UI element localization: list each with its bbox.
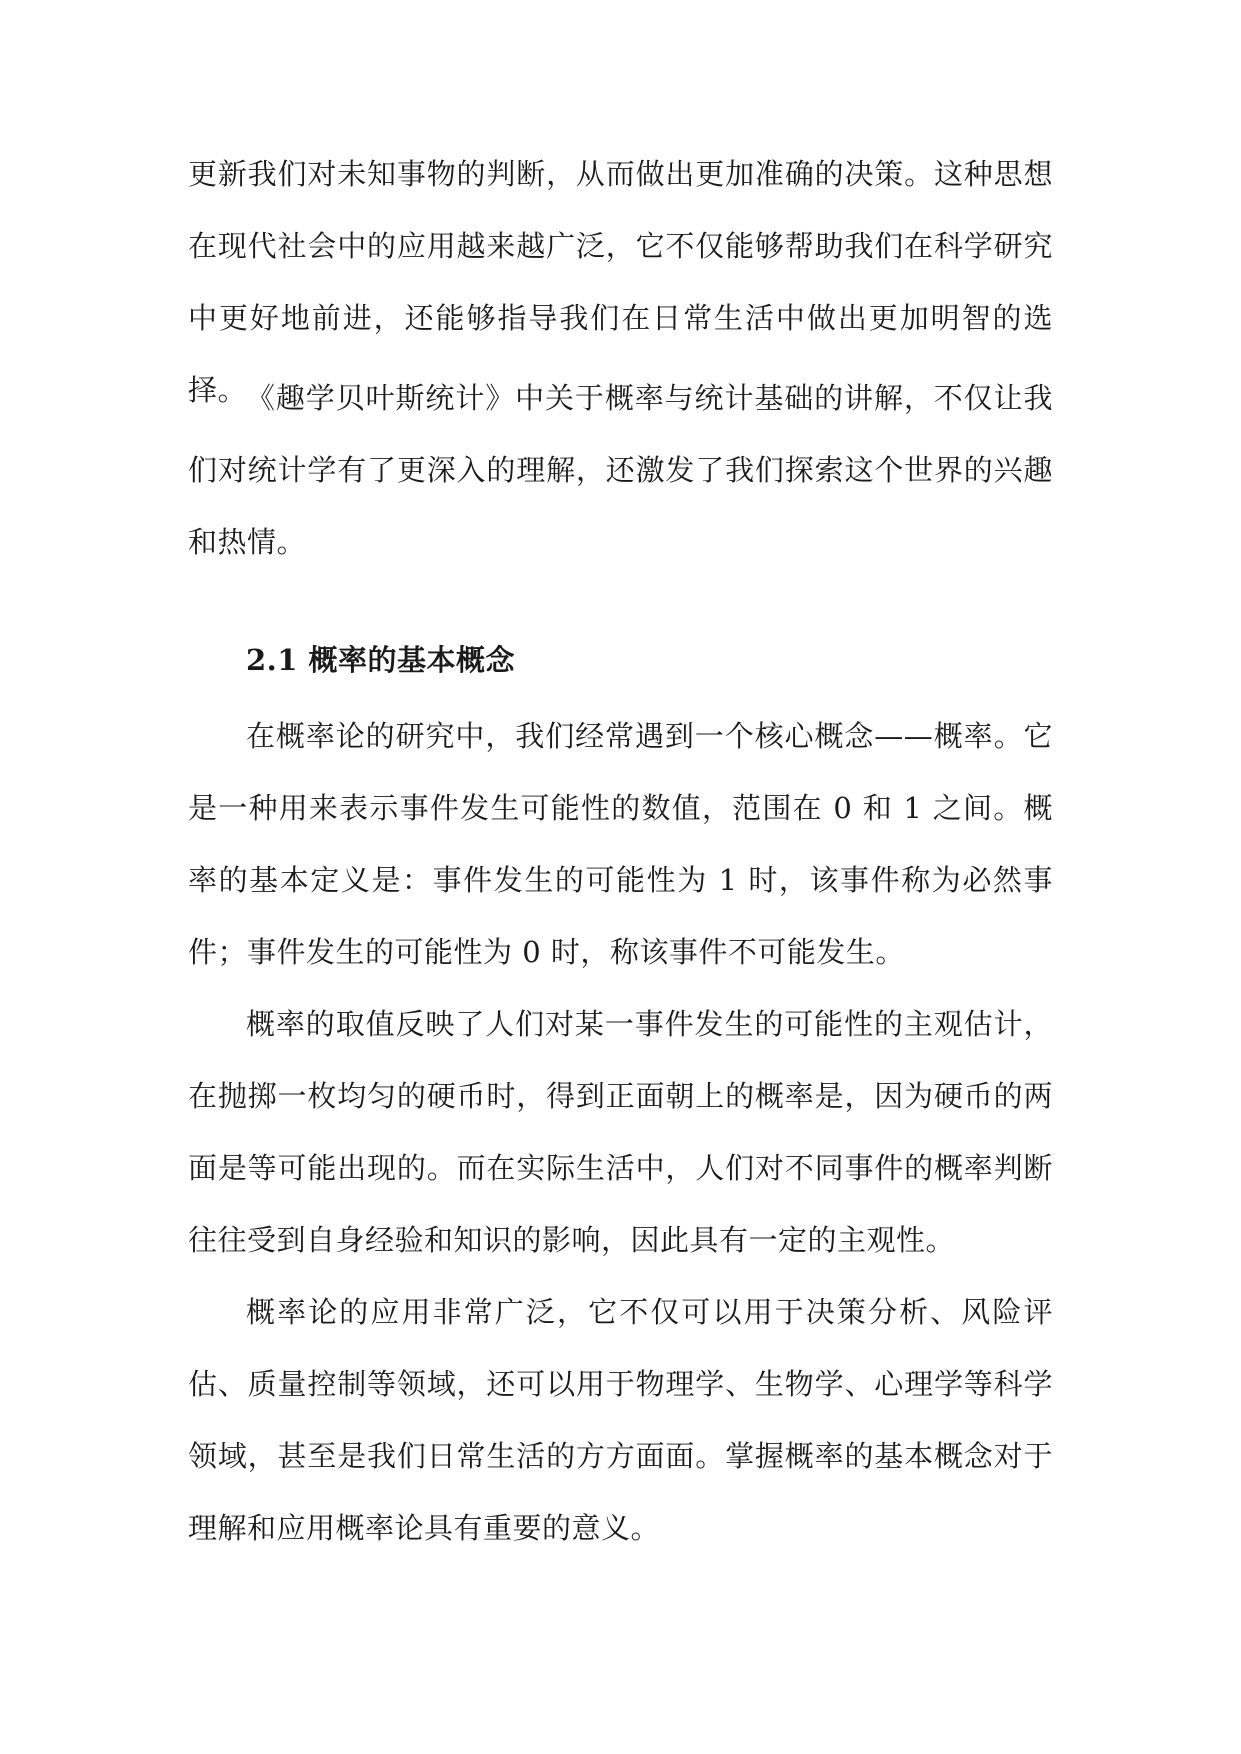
section-heading: 2.1 概率的基本概念	[246, 643, 516, 677]
paragraph-probability-definition: 在概率论的研究中，我们经常遇到一个核心概念——概率。它是一种用来表示事件发生可能性的数值，范围在 0 和 1 之间。概率的基本定义是：事件发生的可能性为 1 时，该事件称为必然事件；事件发生的可能性为 0 时，称该事件不可能发生。	[188, 719, 1053, 969]
text-block-section-body	[188, 700, 1053, 1564]
text-block-book-summary	[188, 362, 1053, 578]
paragraph-probability-subjectivity: 概率的取值反映了人们对某一事件发生的可能性的主观估计，在抛掷一枚均匀的硬币时，得到正面朝上的概率是，因为硬币的两面是等可能出现的。而在实际生活中，人们对不同事件的概率判断往往受到自身经验和知识的影响，因此具有一定的主观性。	[188, 1007, 1053, 1257]
paragraph-bayes-thinking: 更新我们对未知事物的判断，从而做出更加准确的决策。这种思想在现代社会中的应用越来越广泛，它不仅能够帮助我们在科学研究中更好地前进，还能够指导我们在日常生活中做出更加明智的选择。	[188, 157, 1053, 407]
paragraph-book-summary: 《趣学贝叶斯统计》中关于概率与统计基础的讲解，不仅让我们对统计学有了更深入的理解，还激发了我们探索这个世界的兴趣和热情。	[188, 381, 1053, 559]
paragraph-probability-applications: 概率论的应用非常广泛，它不仅可以用于决策分析、风险评估、质量控制等领域，还可以用于物理学、生物学、心理学等科学领域，甚至是我们日常生活的方方面面。掌握概率的基本概念对于理解和应用概率论具有重要的意义。	[188, 1295, 1053, 1545]
